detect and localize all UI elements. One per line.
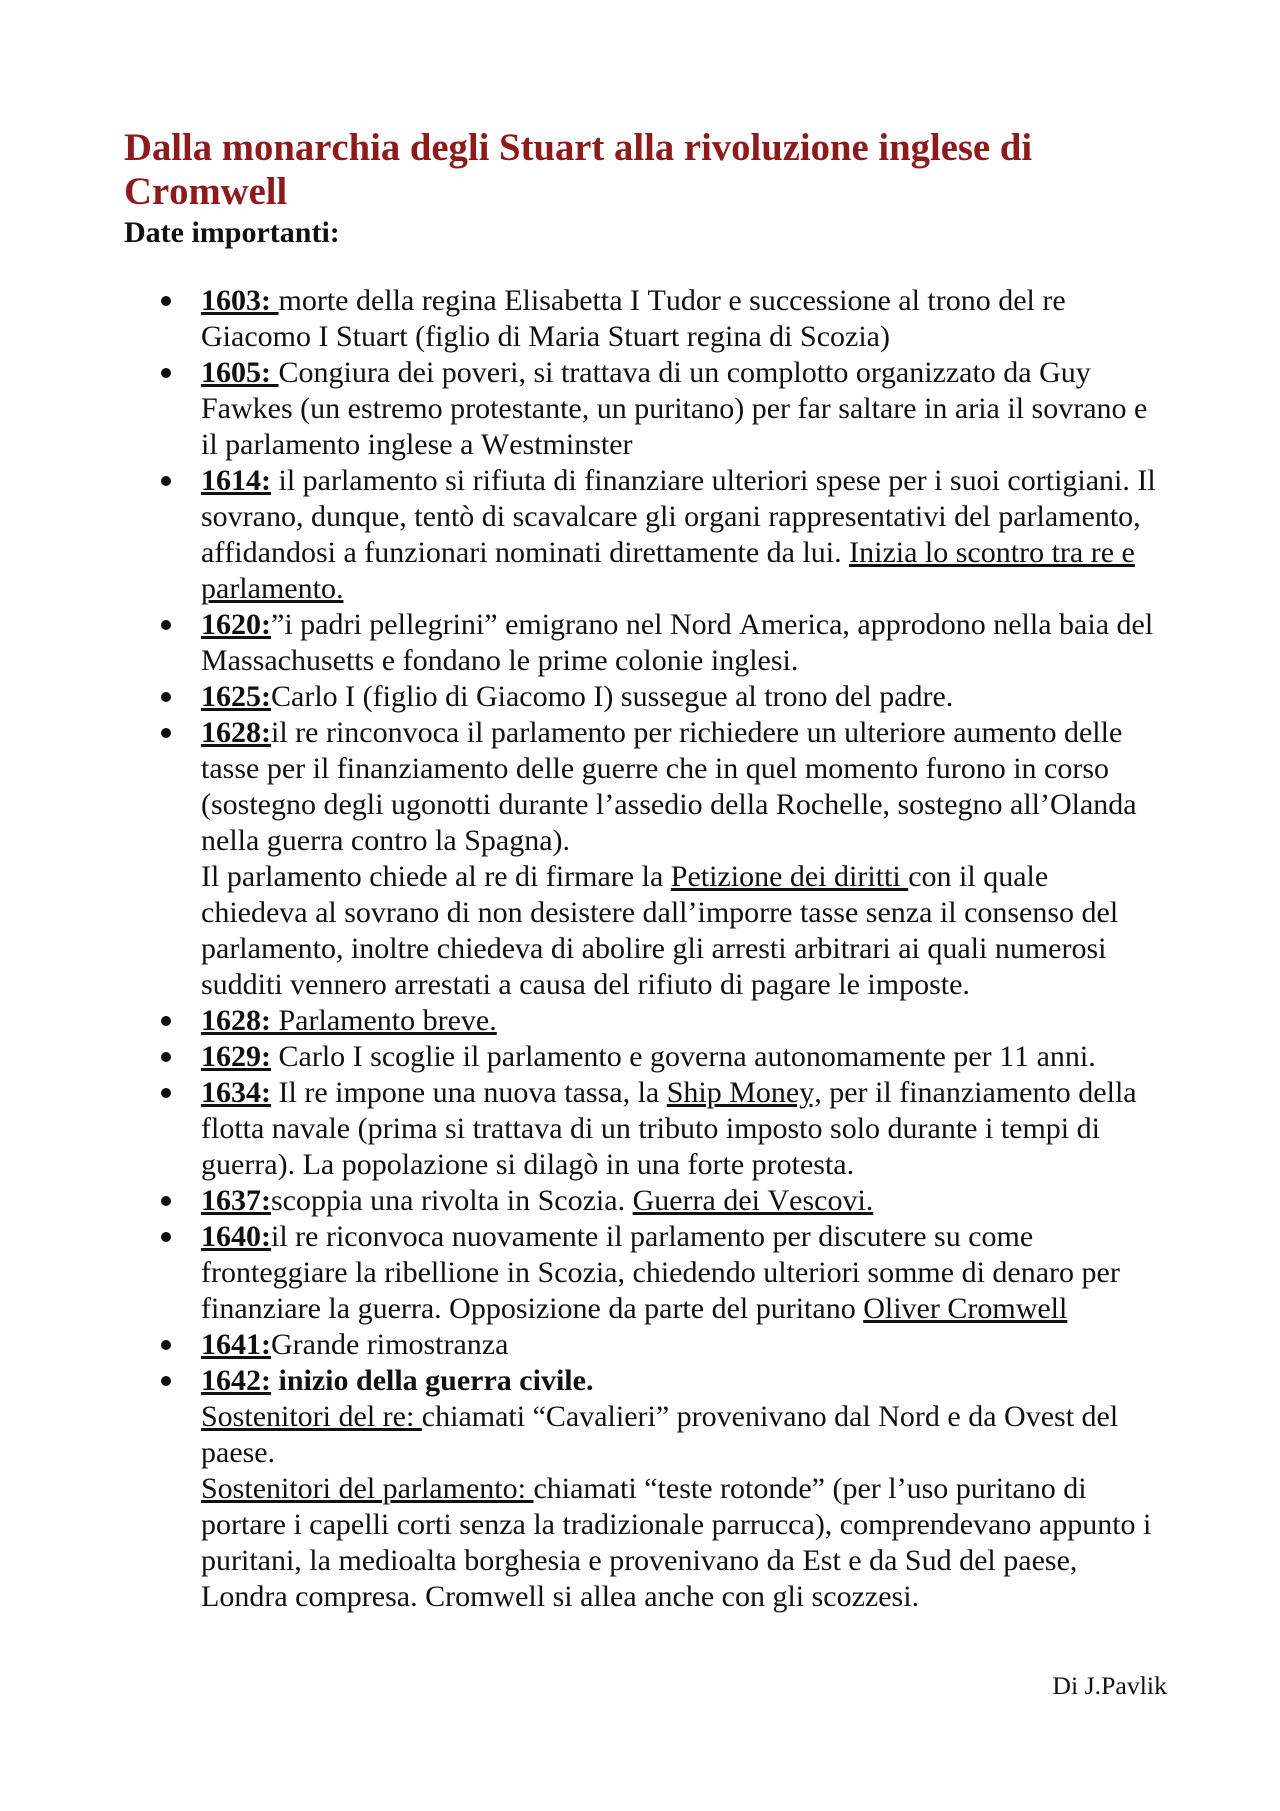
bullet-icon (161, 1232, 171, 1242)
timeline-text: ”i padri pellegrini” emigrano nel Nord America, approdono nella baia del Massachusetts e fondano le prime colonie inglesi. (201, 608, 1154, 677)
timeline-text: morte della regina Elisabetta I Tudor e successione al trono del re Giacomo I Stuart (figlio di Maria Stuart regina di Scozia) (201, 284, 1066, 353)
timeline-underlined-text: Guerra dei Vescovi. (632, 1184, 874, 1217)
timeline-text: Grande rimostranza (271, 1328, 509, 1361)
timeline-note-supporters-king (201, 1399, 1159, 1471)
timeline-text: il parlamento si rifiuta di finanziare ulteriori spese per i suoi cortigiani. Il sovrano, dunque, tentò di scavalcare gli organi rappresentativi del parlamento, affidandosi a funzionari nominati direttamente da lui. (201, 464, 1156, 569)
bullet-icon (161, 1088, 171, 1098)
timeline-underlined-text: Ship Money, (666, 1076, 822, 1109)
timeline-item-1605 (201, 355, 1159, 463)
timeline-date: 1620: (201, 608, 271, 641)
timeline-bold-text: inizio della guerra civile. (271, 1364, 594, 1397)
timeline-date: 1605: (201, 356, 279, 389)
timeline-date: 1629: (201, 1040, 271, 1073)
timeline-note-text: chiamati “Cavalieri” provenivano dal Nord e da Ovest del paese. (201, 1400, 1119, 1469)
timeline-text: per il finanziamento della flotta navale (prima si trattava di un tributo imposto solo durante i tempi di guerra). La popolazione si dilagò in una forte protesta. (201, 1076, 1137, 1181)
timeline-date: 1603: (201, 284, 279, 317)
timeline-item-1634 (201, 1075, 1159, 1183)
timeline-text: il re rinconvoca il parlamento per richiedere un ulteriore aumento delle tasse per il finanziamento delle guerre che in quel momento furono in corso (sostegno degli ugonotti durante l’assedio della Rochelle, sostegno all’Olanda nella guerra contro la Spagna). (201, 716, 1137, 857)
timeline-underlined-text: Oliver Cromwell (863, 1292, 1068, 1325)
timeline-date: 1614: (201, 464, 271, 497)
bullet-icon (161, 1196, 171, 1206)
timeline-note (201, 859, 1159, 1003)
timeline-underlined-text: Petizione dei diritti (670, 860, 909, 893)
section-heading: Date importanti: (124, 216, 340, 249)
bullet-icon (161, 1016, 171, 1026)
bullet-icon (161, 692, 171, 702)
bullet-icon (161, 1052, 171, 1062)
timeline-item-1637 (201, 1183, 1159, 1219)
timeline-text: il re riconvoca nuovamente il parlamento per discutere su come fronteggiare la ribellione in Scozia, chiedendo ulteriori somme di denaro per finanziare la guerra. Opposizione da parte del puritano (201, 1220, 1120, 1325)
timeline-list (201, 283, 1159, 1615)
timeline-note-text: con il quale chiedeva al sovrano di non desistere dall’imporre tasse senza il consenso del parlamento, inoltre chiedeva di abolire gli arresti arbitrari ai quali numerosi sudditi vennero arrestati a causa del rifiuto di pagare le imposte. (201, 860, 1119, 1001)
timeline-item-1628-parlamento-breve (201, 1003, 1159, 1039)
bullet-icon (161, 296, 171, 306)
timeline-item-1642 (201, 1363, 1159, 1615)
timeline-date: 1628: (201, 1004, 279, 1037)
timeline-date: 1637: (201, 1184, 271, 1217)
bullet-icon (161, 368, 171, 378)
timeline-text: Carlo I scoglie il parlamento e governa autonomamente per 11 anni. (271, 1040, 1096, 1073)
timeline-text: Carlo I (figlio di Giacomo I) sussegue al trono del padre. (271, 680, 954, 713)
timeline-underlined-text: Sostenitori del re: (201, 1400, 422, 1433)
timeline-item-1603 (201, 283, 1159, 355)
author-signature: Di J.Pavlik (1052, 1671, 1167, 1700)
timeline-item-1641 (201, 1327, 1159, 1363)
timeline-note-supporters-parliament (201, 1471, 1159, 1615)
timeline-item-1614 (201, 463, 1159, 607)
timeline-date: 1642: (201, 1364, 271, 1397)
timeline-text: Il re impone una nuova tassa, la (271, 1076, 667, 1109)
timeline-item-1629 (201, 1039, 1159, 1075)
timeline-item-1640 (201, 1219, 1159, 1327)
bullet-icon (161, 620, 171, 630)
timeline-item-1628 (201, 715, 1159, 1003)
timeline-date: 1625: (201, 680, 271, 713)
timeline-text: Congiura dei poveri, si trattava di un complotto organizzato da Guy Fawkes (un estremo protestante, un puritano) per far saltare in aria il sovrano e il parlamento inglese a Westminster (201, 356, 1148, 461)
timeline-underlined-text: Sostenitori del parlamento: (201, 1472, 534, 1505)
timeline-text: scoppia una rivolta in Scozia. (271, 1184, 633, 1217)
bullet-icon (161, 1340, 171, 1350)
document-title: Dalla monarchia degli Stuart alla rivoluzione inglese di Cromwell (124, 127, 1033, 213)
bullet-icon (161, 728, 171, 738)
bullet-icon (161, 1376, 171, 1386)
timeline-date: 1634: (201, 1076, 271, 1109)
timeline-date: 1628: (201, 716, 271, 749)
timeline-note-text: Il parlamento chiede al re di firmare la (201, 860, 671, 893)
timeline-date: 1641: (201, 1328, 271, 1361)
timeline-date: 1640: (201, 1220, 271, 1253)
timeline-underlined-text: Inizia lo scontro tra re e parlamento. (201, 536, 1135, 605)
timeline-note-text: chiamati “teste rotonde” (per l’uso puritano di portare i capelli corti senza la tradizionale parrucca), comprendevano appunto i puritani, la medioalta borghesia e provenivano da Est e da Sud del paese, Londra compresa. Cromwell si allea anche con gli scozzesi. (201, 1472, 1152, 1613)
timeline-underlined-text: Parlamento breve. (278, 1004, 497, 1037)
timeline-item-1620 (201, 607, 1159, 679)
timeline-item-1625 (201, 679, 1159, 715)
bullet-icon (161, 476, 171, 486)
